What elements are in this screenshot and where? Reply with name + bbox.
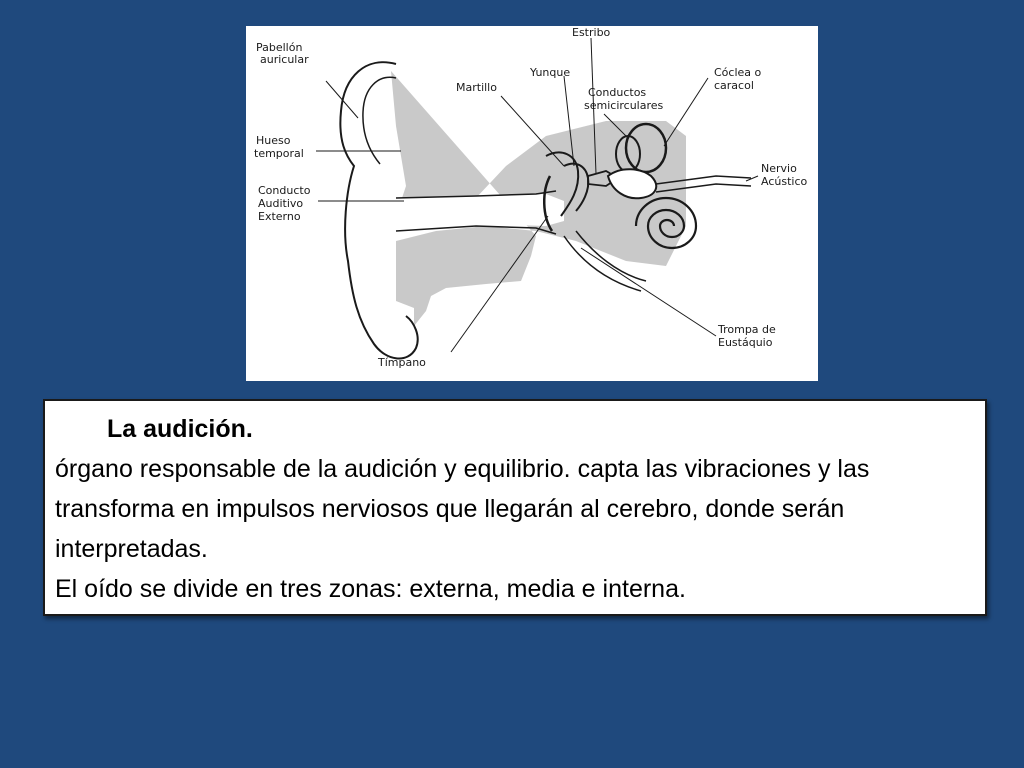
label-yunque: Yunque xyxy=(530,66,571,79)
label-conducto-2: Auditivo xyxy=(258,197,304,210)
label-coclea-2: caracol xyxy=(714,79,754,92)
label-conductos-1: Conductos xyxy=(588,86,647,99)
label-conducto-1: Conducto xyxy=(258,184,311,197)
paragraph-description: órgano responsable de la audición y equilibrio. capta las vibraciones y las transforma en impulsos nerviosos que llegarán al cerebro, donde serán interpretadas. xyxy=(55,455,870,563)
label-coclea-1: Cóclea o xyxy=(714,66,762,79)
label-nervio-1: Nervio xyxy=(761,162,797,175)
label-trompa-2: Eustáquio xyxy=(718,336,773,349)
ear-anatomy-diagram xyxy=(246,26,818,381)
page-title: La audición. xyxy=(107,415,253,443)
label-trompa-1: Trompa de xyxy=(718,323,776,336)
label-nervio-2: Acústico xyxy=(761,175,808,188)
label-martillo: Martillo xyxy=(456,81,497,94)
text-box xyxy=(43,399,987,616)
label-conducto-3: Externo xyxy=(258,210,301,223)
label-hueso-1: Hueso xyxy=(256,134,291,147)
label-conductos-2: semicirculares xyxy=(584,99,664,112)
label-hueso-2: temporal xyxy=(254,147,304,160)
paragraph-zones: El oído se divide en tres zonas: externa, media e interna. xyxy=(55,575,686,603)
label-estribo: Estribo xyxy=(572,26,611,39)
label-pabellon-1: Pabellón xyxy=(256,41,303,54)
ear-diagram-svg xyxy=(246,26,818,381)
label-timpano: Tímpano xyxy=(378,356,426,369)
label-pabellon-2: auricular xyxy=(260,53,309,66)
